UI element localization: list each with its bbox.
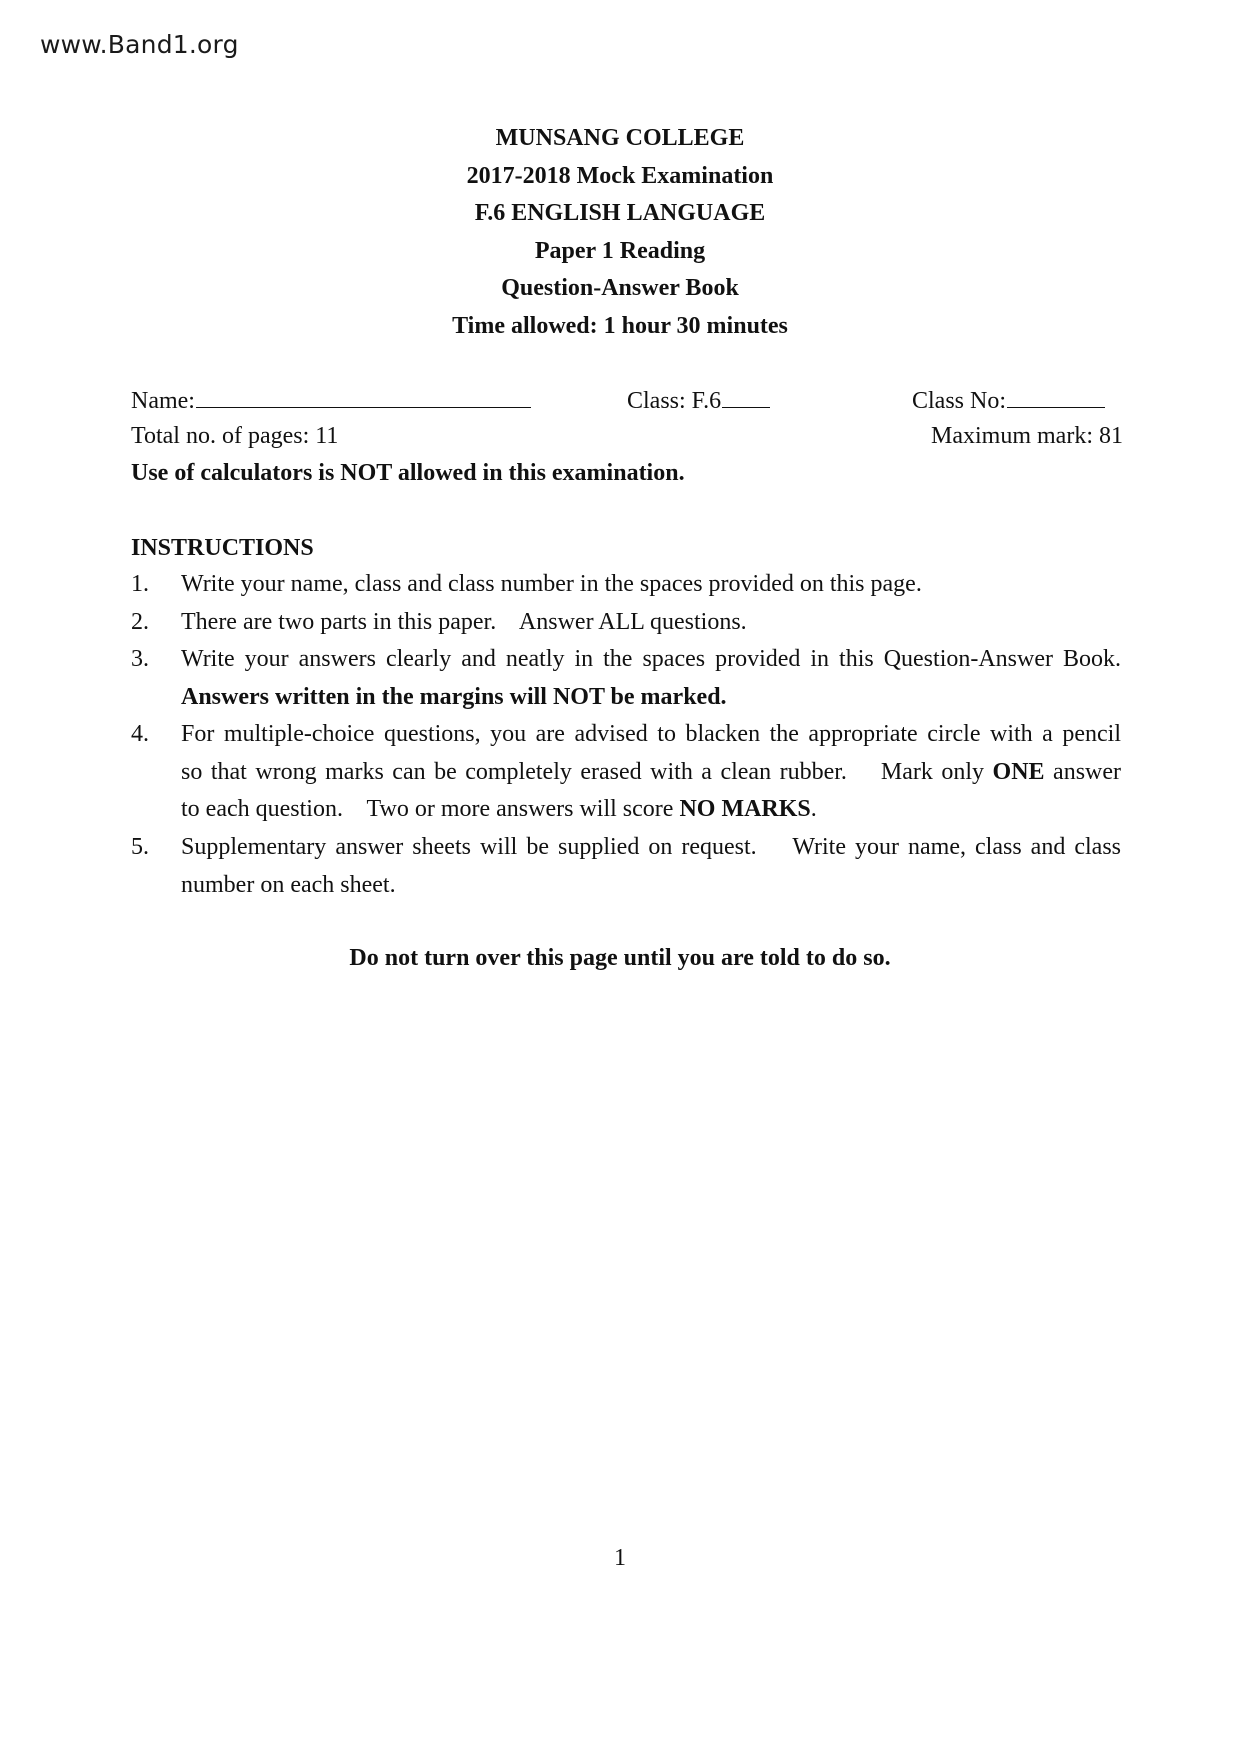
instruction-text (181, 754, 1121, 792)
class-field[interactable] (627, 385, 770, 415)
instruction-text-part: . (810, 796, 817, 822)
instruction-number: 5. (131, 834, 149, 860)
calculator-note: Use of calculators is NOT allowed in this examination. (131, 460, 685, 486)
instruction-item (131, 716, 1121, 830)
instruction-item (131, 566, 1121, 604)
instruction-number: 3. (131, 646, 149, 672)
class-no-label: Class No: (912, 388, 1007, 414)
instruction-number: 1. (131, 571, 149, 597)
instruction-text (181, 829, 1121, 867)
student-info-row (131, 385, 1121, 419)
instruction-text-part: Two or more answers will score (366, 796, 674, 822)
class-no-blank[interactable] (1007, 385, 1105, 408)
instruction-text-part: Supplementary answer sheets will be supplied on request. (181, 834, 757, 860)
instruction-text-part: There are two parts in this paper. (181, 609, 497, 635)
maximum-mark: Maximum mark: 81 (931, 423, 1123, 449)
instruction-text-part: so that wrong marks can be completely erased with a clean rubber. (181, 758, 847, 785)
class-blank[interactable] (722, 385, 770, 408)
book-title: Question-Answer Book (501, 275, 739, 301)
watermark-url: www.Band1.org (40, 30, 239, 59)
instructions-heading: INSTRUCTIONS (131, 535, 314, 561)
total-pages: Total no. of pages: 11 (131, 423, 339, 449)
do-not-turn-notice: Do not turn over this page until you are told to do so. (349, 945, 891, 971)
class-no-field[interactable] (912, 385, 1105, 415)
instruction-item (131, 604, 1121, 642)
instruction-text: For multiple-choice questions, you are advised to blacken the appropriate circle with a pencil (181, 721, 1121, 747)
instruction-text-part: Answer ALL questions. (518, 609, 747, 635)
exam-title: 2017-2018 Mock Examination (466, 162, 774, 189)
instruction-text-part: Write your name, class and class (792, 834, 1121, 860)
instruction-text: Write your answers clearly and neatly in the spaces provided in this Question-Answer Book. (181, 646, 1121, 672)
instruction-text-part: answer (1053, 758, 1122, 785)
instruction-emphasis: NO MARKS (679, 796, 811, 822)
school-name: MUNSANG COLLEGE (495, 125, 745, 151)
paper-title: Paper 1 Reading (534, 237, 706, 264)
paper-info-row (131, 423, 1121, 457)
name-field[interactable] (131, 385, 531, 415)
instruction-item (131, 829, 1121, 905)
exam-header (0, 120, 1240, 345)
instruction-text (181, 604, 1121, 642)
instruction-text: Write your name, class and class number in the spaces provided on this page. (181, 571, 922, 597)
instruction-text: number on each sheet. (181, 871, 396, 898)
instruction-text-part: to each question. (181, 796, 343, 822)
instruction-bold-text: Answers written in the margins will NOT be marked. (181, 683, 727, 710)
name-blank[interactable] (196, 385, 531, 408)
name-label: Name: (131, 388, 195, 414)
class-label: Class: F.6 (627, 388, 722, 414)
instruction-text (181, 791, 1121, 829)
instruction-number: 4. (131, 721, 149, 747)
instruction-number: 2. (131, 609, 149, 635)
subject-title: F.6 ENGLISH LANGUAGE (474, 200, 766, 226)
instruction-text-part: Mark only (880, 758, 985, 785)
instruction-emphasis: ONE (992, 758, 1045, 785)
page-number: 1 (614, 1545, 626, 1571)
instruction-item (131, 641, 1121, 717)
time-allowed: Time allowed: 1 hour 30 minutes (452, 312, 788, 339)
